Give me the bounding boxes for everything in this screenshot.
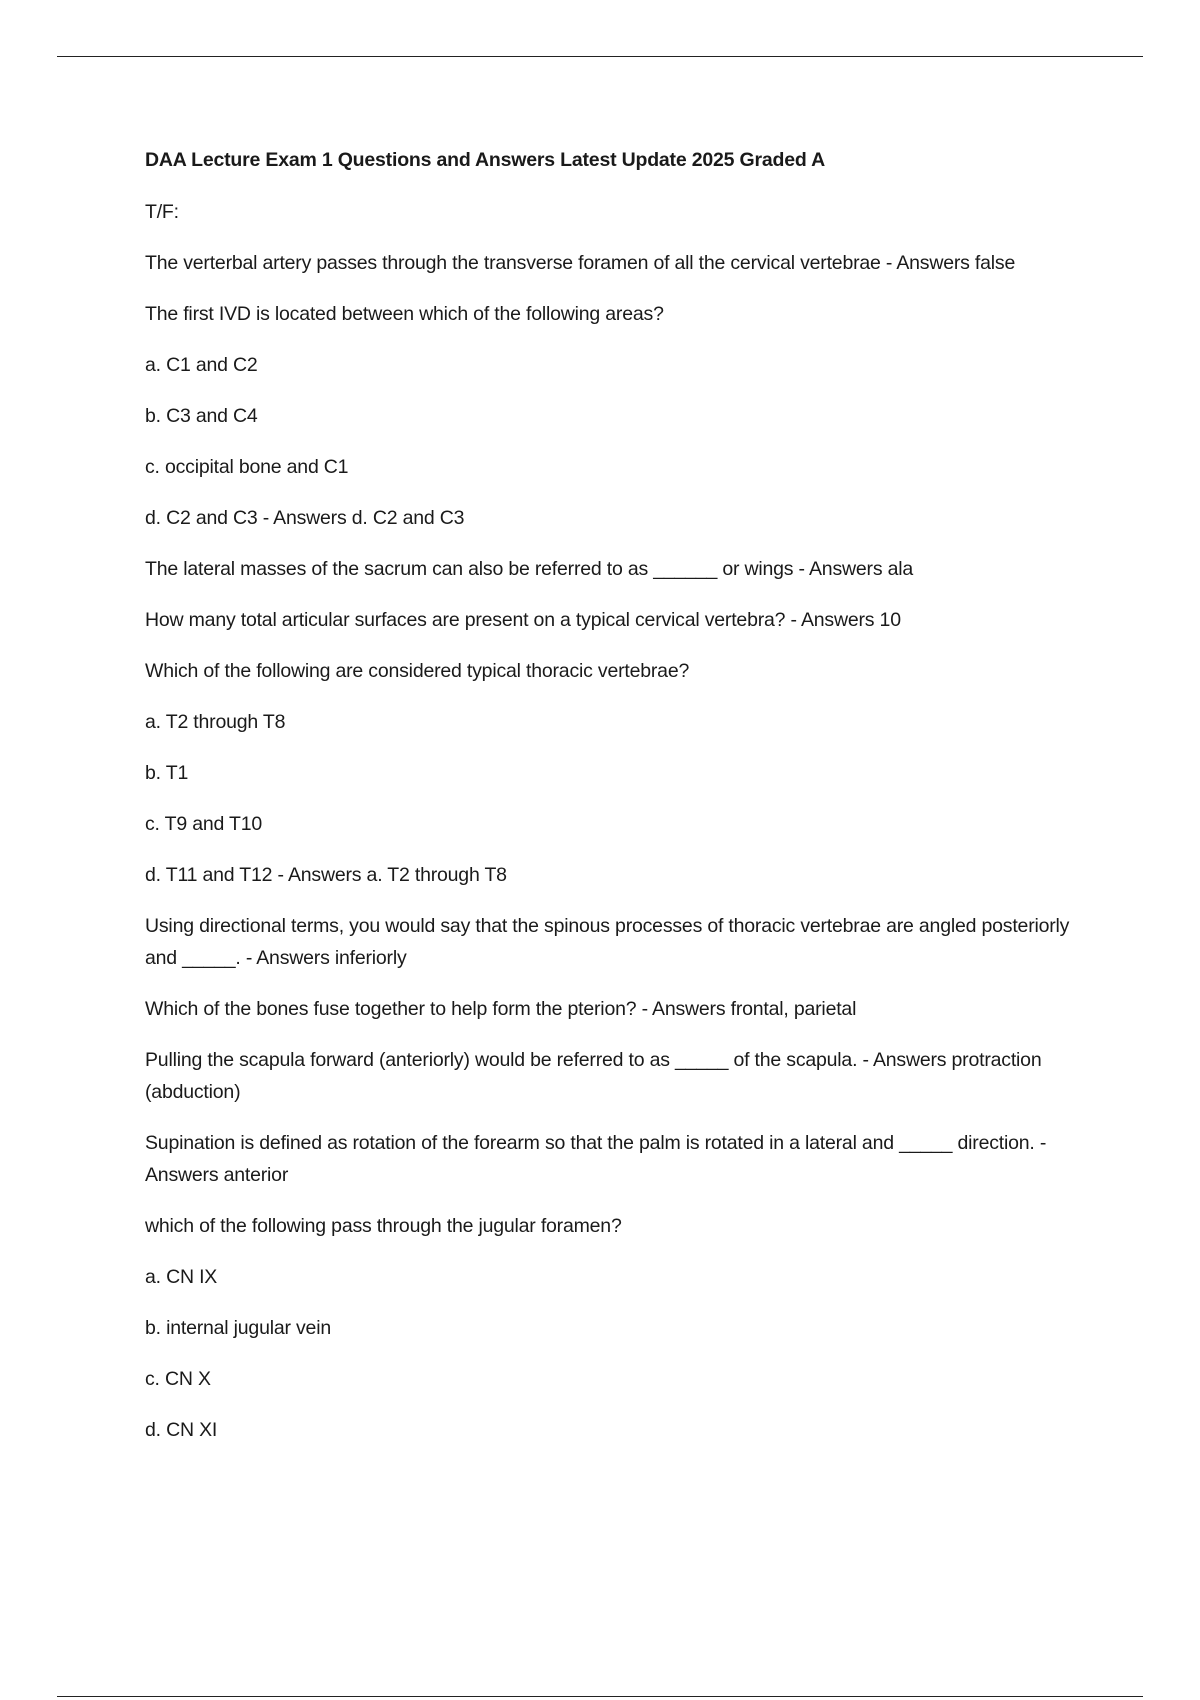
- header-rule: [57, 56, 1143, 57]
- question-text: The verterbal artery passes through the transverse foramen of all the cervical vertebrae - Answers false: [145, 252, 1016, 274]
- answer-option: b. internal jugular vein: [145, 1317, 331, 1339]
- question-text: How many total articular surfaces are present on a typical cervical vertebra? - Answers 10: [145, 609, 901, 631]
- footer-rule: [57, 1696, 1143, 1697]
- answer-option: a. T2 through T8: [145, 711, 286, 733]
- question-text: Supination is defined as rotation of the forearm so that the palm is rotated in a lateral and _____ direction. - Answers anterior: [145, 1132, 1047, 1186]
- answer-option: d. T11 and T12 - Answers a. T2 through T8: [145, 864, 507, 886]
- question-text: which of the following pass through the jugular foramen?: [145, 1215, 622, 1237]
- answer-option: a. C1 and C2: [145, 354, 258, 376]
- answer-option: c. occipital bone and C1: [145, 456, 349, 478]
- question-text: Pulling the scapula forward (anteriorly) would be referred to as _____ of the scapula. - Answers protraction (abduction): [145, 1049, 1042, 1103]
- answer-option: c. CN X: [145, 1368, 211, 1390]
- document-body: [145, 144, 1100, 1465]
- answer-option: d. CN XI: [145, 1419, 218, 1441]
- answer-option: d. C2 and C3 - Answers d. C2 and C3: [145, 507, 465, 529]
- question-text: Using directional terms, you would say that the spinous processes of thoracic vertebrae are angled posteriorly and _____. - Answers inferiorly: [145, 915, 1070, 969]
- question-text: Which of the following are considered typical thoracic vertebrae?: [145, 660, 690, 682]
- answer-option: a. CN IX: [145, 1266, 218, 1288]
- question-text: The lateral masses of the sacrum can also be referred to as ______ or wings - Answers ala: [145, 558, 914, 580]
- section-label: T/F:: [145, 201, 179, 223]
- answer-option: b. C3 and C4: [145, 405, 258, 427]
- document-title: DAA Lecture Exam 1 Questions and Answers Latest Update 2025 Graded A: [145, 149, 825, 171]
- answer-option: c. T9 and T10: [145, 813, 263, 835]
- question-text: The first IVD is located between which of the following areas?: [145, 303, 664, 325]
- answer-option: b. T1: [145, 762, 189, 784]
- question-text: Which of the bones fuse together to help form the pterion? - Answers frontal, parietal: [145, 998, 857, 1020]
